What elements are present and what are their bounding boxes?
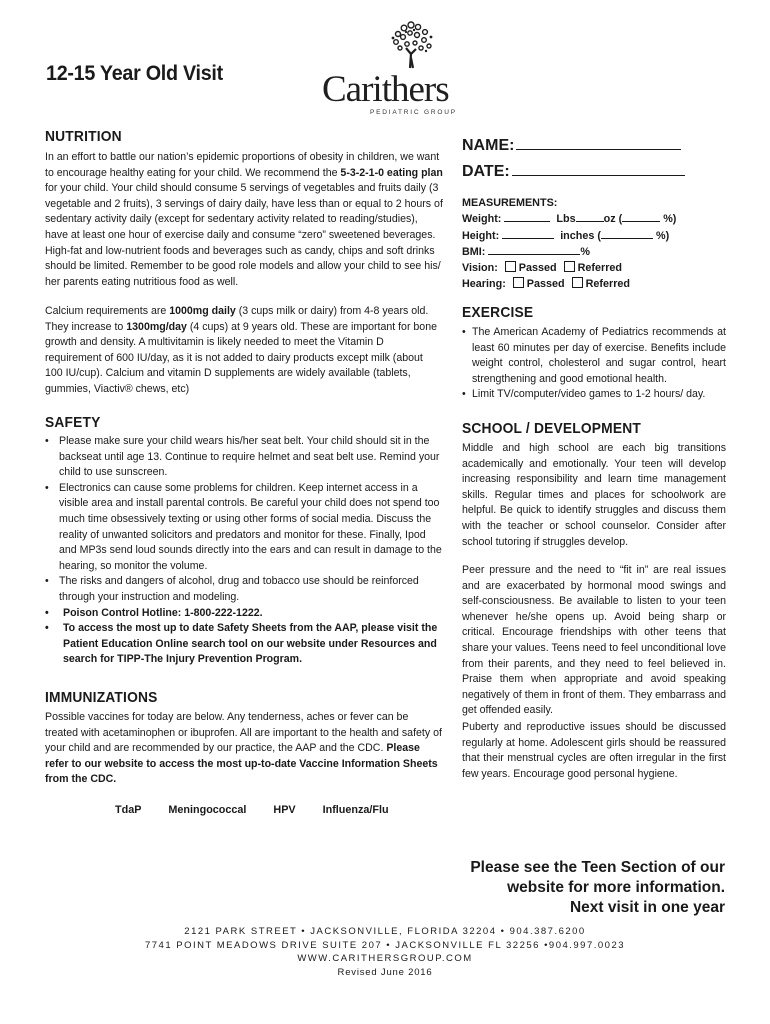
school-heading: SCHOOL / DEVELOPMENT [462, 420, 642, 437]
teen-section-note: Please see the Teen Section of our website for more information. Next visit in one year [470, 859, 725, 916]
safety-list [45, 434, 443, 668]
footer [0, 925, 770, 979]
school-paragraph-1: Middle and high school are each big transitions academically and emotionally. Your teen will develop increasing responsibility and learn time management skills. Regular times and places for schoolwork are helpful. Be quick to identify struggles and discuss them with the teacher or school counselor. Consider after school tutoring if struggles develop. [462, 442, 726, 548]
vaccine-influenza: Influenza/Flu [322, 804, 389, 816]
nutrition-paragraph-2: Calcium requirements are 1000mg daily (3 cups milk or dairy) from 4-8 years old. They increase to 1300mg/day (4 cups) at 9 years old. These are important for bone growth and density. A multivitamin is likely needed to meet the Vitamin D requirement of 600 IU/day, as it is not added to dairy products except milk (about 100 IU/cup). Calcium and vitamin D supplements are widely available (tablets, gummies, Viactiv® chews, etc) [45, 305, 437, 395]
vision-row[interactable]: Vision: Passed Referred [462, 262, 623, 275]
footer-address-2: 7741 POINT MEADOWS DRIVE SUITE 207 • JACKSONVILLE FL 32256 •904.997.0023 [144, 939, 626, 951]
vaccine-list [115, 804, 413, 816]
height-row[interactable]: Height: inches ( %) [462, 229, 670, 242]
tree-logo-icon [390, 20, 434, 70]
safety-sheets-item: • To access the most up to date Safety Sheets from the AAP, please visit the Patient Education Online search tool on our website under Resources and search for TIPP-The Injury Prevention Program. [45, 621, 443, 668]
exercise-list [462, 325, 726, 403]
logo-wordmark: Carithers [322, 69, 449, 110]
immunizations-text: Possible vaccines for today are below. Any tenderness, aches or fever can be treated with acetaminophen or ibuprofen. All are important to the health and safety of your child and are recommended by our practice, the AAP and the CDC. Please refer to our website to access the most up-to-date Vaccine Information Sheets from the CDC. [45, 711, 442, 786]
footer-address-1: 2121 PARK STREET • JACKSONVILLE, FLORIDA 32204 • 904.387.6200 [184, 926, 586, 937]
school-paragraph-3: Puberty and reproductive issues should be discussed regularly at home. Adolescent girls should be reassured that their menstrual cycles are often irregular in the first few years. Encourage good personal hygiene. [462, 721, 726, 780]
page-title: 12-15 Year Old Visit [46, 62, 223, 85]
list-item: • Please make sure your child wears his/her seat belt. Your child should sit in the backseat until age 13. Continue to require helmet and seat belt use. Remind your child to use sunscreen. [45, 434, 443, 481]
vaccine-tdap: TdaP [115, 804, 142, 816]
vaccine-hpv: HPV [273, 804, 296, 816]
footer-website: WWW.CARITHERSGROUP.COM [297, 953, 473, 964]
vaccine-meningococcal: Meningococcal [168, 804, 247, 816]
measurements-label: MEASUREMENTS: [462, 197, 558, 209]
name-field[interactable]: NAME: [462, 134, 726, 155]
carithers-logo [320, 20, 457, 116]
hearing-referred-checkbox[interactable] [572, 277, 583, 288]
weight-row[interactable]: Weight: Lbs oz ( %) [462, 213, 677, 226]
measurements-block [462, 195, 726, 293]
poison-control-item: • Poison Control Hotline: 1-800-222-1222. [45, 606, 443, 622]
hearing-passed-checkbox[interactable] [513, 277, 524, 288]
logo-subtitle: PEDIATRIC GROUP [370, 109, 457, 116]
exercise-heading: EXERCISE [462, 304, 534, 321]
list-item: • The risks and dangers of alcohol, drug and tobacco use should be reinforced through your instruction and modeling. [45, 574, 443, 605]
revised-date: Revised June 2016 [337, 966, 433, 978]
safety-heading: SAFETY [45, 414, 101, 431]
list-item: • Limit TV/computer/video games to 1-2 hours/ day. [462, 387, 726, 403]
nutrition-heading: NUTRITION [45, 128, 122, 145]
vision-referred-checkbox[interactable] [564, 261, 575, 272]
list-item: • The American Academy of Pediatrics recommends at least 60 minutes per day of exercise. Benefits include weight control, cholesterol and sugar control, heart strengthening and good emotional health. [462, 325, 726, 387]
hearing-row[interactable]: Hearing: Passed Referred [462, 278, 631, 291]
nutrition-paragraph-1: In an effort to battle our nation’s epidemic proportions of obesity in children, we want to encourage healthy eating for your child. We recommend the 5-3-2-1-0 eating plan for your child. Your child should consume 5 servings of vegetables and fruits daily (3 vegetable and 2 fruits), 3 servings of dairy daily, have less than or equal to 2 hours of sedentary activity daily (except for sedentary activity related to reading/studies), have at least one hour of exercise daily and consume “zero” sweetened beverages. High-fat and low-nutrient foods and beverages such as candy, chips and soft drinks should be limited. Remember to be good role models and allow your child to see his/ her parents eating nutritious food as well. [45, 151, 443, 288]
immunizations-heading: IMMUNIZATIONS [45, 689, 158, 706]
vision-passed-checkbox[interactable] [505, 261, 516, 272]
bmi-row[interactable]: BMI: % [462, 245, 590, 258]
date-field[interactable]: DATE: [462, 160, 726, 181]
school-paragraph-2: Peer pressure and the need to “fit in” are real issues and are exacerbated by hormonal mood swings and self-consciousness. Be available to listen to your teen whenever he/she opens up. Avoid being sharp or critical. Encourage friendships with other teens that share your values. Teens need to feel unconditional love from their parents, and they need to feel believed in. Praise them when appropriate and avoid speaking negatively of them in front of them. They embarrass and get offended easily. [462, 564, 726, 717]
list-item: • Electronics can cause some problems for children. Keep internet access in a visible area and install parental controls. Be careful your child does not spend too much time obsessively texting or using other forms of social media. Discuss the reality of unwanted solicitors and predators and monitor for these. Finally, Ipod and MP3s send loud sounds directly into the ears and can result in damage to the hearing, so monitor the volume. [45, 481, 443, 575]
